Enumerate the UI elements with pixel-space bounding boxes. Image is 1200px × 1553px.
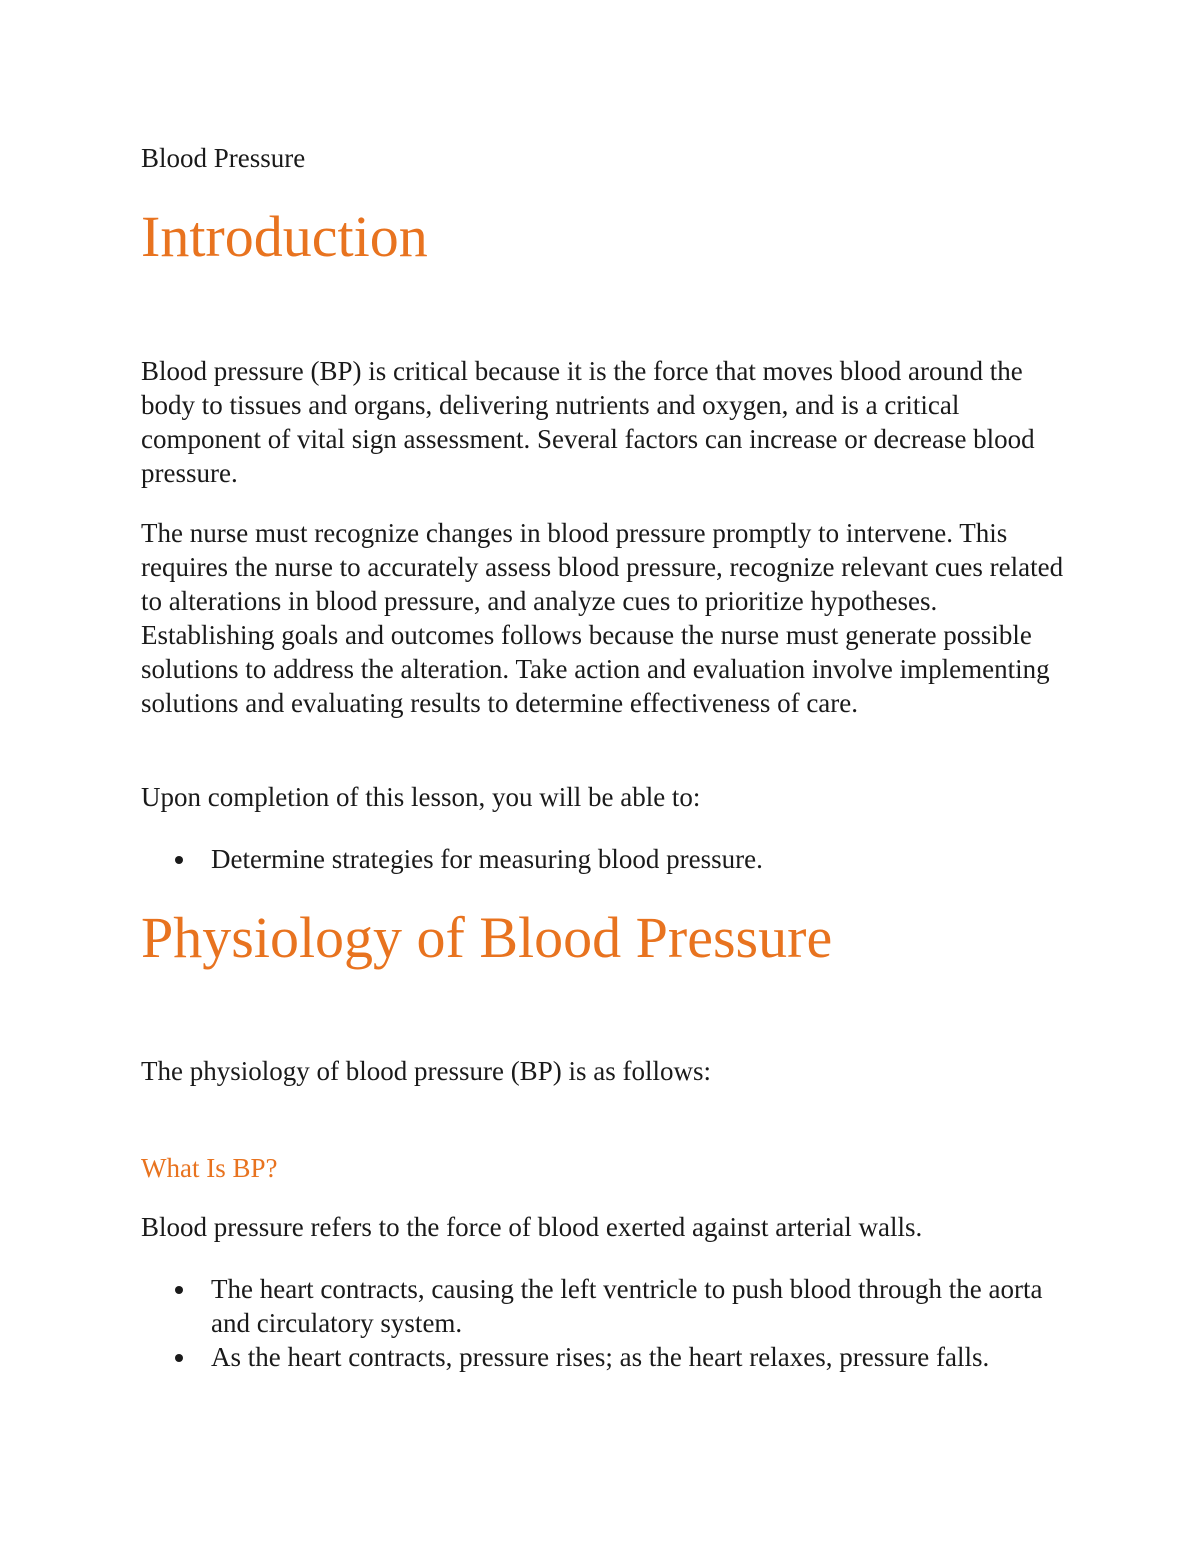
objectives-list <box>141 842 1071 876</box>
intro-paragraph-3: Upon completion of this lesson, you will be able to: <box>141 782 701 812</box>
intro-paragraph-2: The nurse must recognize changes in blood pressure promptly to intervene. This requires the nurse to accurately assess blood pressure, recognize relevant cues related to alterations in blood pressure, and analyze cues to prioritize hypotheses. Establishing goals and outcomes follows because the nurse must generate possible solutions to address the alteration. Take action and evaluation involve implementing solutions and evaluating results to determine effectiveness of care. <box>141 518 1064 718</box>
intro-paragraph-1: Blood pressure (BP) is critical because it is the force that moves blood around the body to tissues and organs, delivering nutrients and oxygen, and is a critical component of vital sign assessment. Several factors can increase or decrease blood pressure. <box>141 356 1035 488</box>
what-is-bp-subheading: What Is BP? <box>141 1153 278 1183</box>
intro-heading: Introduction <box>141 204 428 269</box>
bullet-icon <box>175 1286 183 1294</box>
list-item-text: The heart contracts, causing the left ventricle to push blood through the aorta and circulatory system. <box>211 1274 1043 1338</box>
physiology-heading: Physiology of Blood Pressure <box>141 905 833 970</box>
bp-definition-paragraph: Blood pressure refers to the force of blood exerted against arterial walls. <box>141 1212 923 1242</box>
list-item <box>141 842 1071 876</box>
physiology-list <box>141 1272 1071 1374</box>
list-item <box>141 1340 1071 1374</box>
list-item-text: As the heart contracts, pressure rises; as the heart relaxes, pressure falls. <box>211 1342 990 1372</box>
document-title: Blood Pressure <box>141 143 306 173</box>
list-item-text: Determine strategies for measuring blood pressure. <box>211 844 763 874</box>
physiology-paragraph: The physiology of blood pressure (BP) is as follows: <box>141 1056 711 1086</box>
bullet-icon <box>175 856 183 864</box>
list-item <box>141 1272 1071 1340</box>
bullet-icon <box>175 1354 183 1362</box>
